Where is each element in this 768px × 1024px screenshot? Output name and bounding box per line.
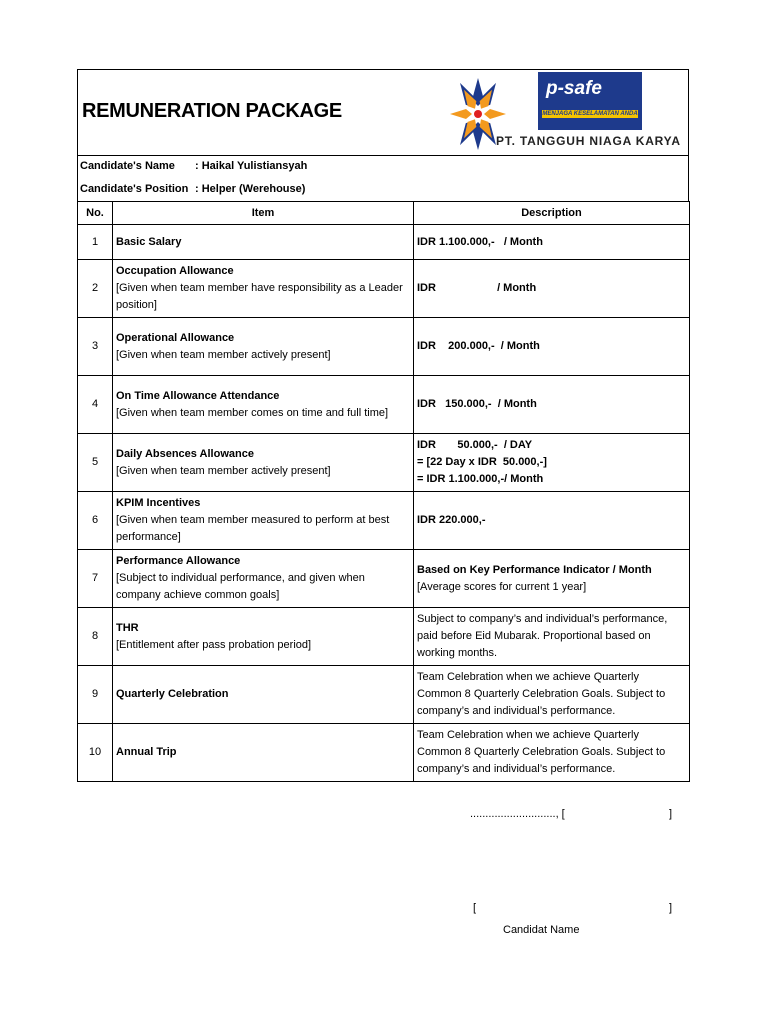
psafe-logo-tagline: MENJAGA KESELAMATAN ANDA [542, 111, 638, 117]
item-note: [Given when team member measured to perform at best performance] [116, 514, 390, 543]
item-title: Performance Allowance [116, 555, 241, 567]
table-row [78, 608, 690, 666]
candidate-name-value: : Haikal Yulistiansyah [195, 160, 308, 172]
row-number: 5 [78, 434, 113, 492]
candidate-name-row [80, 160, 307, 172]
item-cell [113, 608, 414, 666]
table-row [78, 724, 690, 782]
item-note: [Given when team member actively present] [116, 348, 331, 361]
item-note: [Given when team member actively present] [116, 464, 331, 477]
description-cell [414, 666, 690, 724]
table-row [78, 666, 690, 724]
candidate-position-label: Candidate's Position [80, 183, 189, 195]
description-amount: IDR 150.000,- / Month [417, 398, 537, 410]
place-date-text: ............................, [ [470, 808, 565, 820]
row-number: 7 [78, 550, 113, 608]
document-title: REMUNERATION PACKAGE [82, 100, 342, 122]
item-note: [Entitlement after pass probation period] [116, 638, 312, 651]
table-row [78, 434, 690, 492]
item-cell [113, 492, 414, 550]
description-cell [414, 225, 690, 260]
row-number: 10 [78, 724, 113, 782]
signature-close-bracket: ] [669, 902, 673, 914]
description-amount: Based on Key Performance Indicator / Month [417, 563, 652, 576]
table-header-row [78, 202, 690, 225]
item-title: Occupation Allowance [116, 265, 234, 277]
row-number: 3 [78, 318, 113, 376]
description-amount: = [22 Day x IDR 50.000,-] [417, 456, 547, 468]
table-row [78, 376, 690, 434]
candidate-info [77, 155, 689, 201]
company-name: PT. TANGGUH NIAGA KARYA [496, 134, 681, 148]
item-cell [113, 225, 414, 260]
description-cell [414, 492, 690, 550]
candidate-position-row [80, 183, 305, 195]
table-row [78, 550, 690, 608]
item-title: Daily Absences Allowance [116, 447, 254, 460]
psafe-logo [538, 72, 642, 130]
item-cell [113, 724, 414, 782]
description-amount: IDR 220.000,- [417, 514, 486, 526]
table-row [78, 492, 690, 550]
item-note: [Subject to individual performance, and given when company achieve common goals] [116, 572, 365, 601]
candidate-name-label: Candidate's Name [80, 160, 175, 172]
item-cell [113, 434, 414, 492]
description-text: Team Celebration when we achieve Quarterly Common 8 Quarterly Celebration Goals. Subject to company’s and individual’s performance. [417, 671, 666, 717]
item-cell [113, 260, 414, 318]
item-title: Annual Trip [116, 746, 177, 758]
row-number: 9 [78, 666, 113, 724]
row-number: 8 [78, 608, 113, 666]
signature-caption: Candidat Name [503, 924, 580, 936]
item-note: [Given when team member have responsibility as a Leader position] [116, 282, 403, 311]
place-date-close: ] [669, 808, 673, 820]
item-title: Operational Allowance [116, 331, 235, 344]
candidate-position-value: : Helper (Werehouse) [195, 183, 306, 195]
description-cell [414, 260, 690, 318]
item-cell [113, 666, 414, 724]
item-cell [113, 318, 414, 376]
table-row [78, 260, 690, 318]
description-amount: IDR 1.100.000,- / Month [417, 235, 543, 248]
column-header-item: Item [113, 202, 414, 225]
table-row [78, 225, 690, 260]
description-cell [414, 724, 690, 782]
description-cell [414, 376, 690, 434]
description-cell [414, 608, 690, 666]
description-text: Team Celebration when we achieve Quarterly Common 8 Quarterly Celebration Goals. Subject to company’s and individual’s performance. [417, 729, 666, 775]
row-number: 1 [78, 225, 113, 260]
row-number: 4 [78, 376, 113, 434]
row-number: 6 [78, 492, 113, 550]
item-title: Quarterly Celebration [116, 688, 229, 700]
description-amount: IDR / Month [417, 282, 537, 294]
item-cell [113, 550, 414, 608]
table-row [78, 318, 690, 376]
remuneration-table [77, 201, 690, 782]
description-text: [Average scores for current 1 year] [417, 580, 587, 593]
row-number: 2 [78, 260, 113, 318]
psafe-logo-brand: p-safe [546, 78, 602, 99]
description-text: Subject to company’s and individual’s performance, paid before Eid Mubarak. Proportional based on working months. [417, 613, 668, 659]
place-date-line [470, 808, 565, 820]
item-title: THR [116, 621, 139, 634]
item-note: [Given when team member comes on time and full time] [116, 406, 389, 419]
column-header-no: No. [78, 202, 113, 225]
column-header-description: Description [414, 202, 690, 225]
description-cell [414, 550, 690, 608]
item-title: Basic Salary [116, 235, 182, 248]
description-amount: IDR 200.000,- / Month [417, 340, 540, 352]
signature-open-bracket: [ [473, 902, 477, 914]
item-title: KPIM Incentives [116, 497, 201, 509]
document-header [77, 69, 689, 155]
description-cell [414, 318, 690, 376]
description-amount: IDR 50.000,- / DAY [417, 439, 533, 451]
description-cell [414, 434, 690, 492]
item-title: On Time Allowance Attendance [116, 389, 280, 402]
remuneration-document [77, 69, 689, 782]
item-cell [113, 376, 414, 434]
description-amount: = IDR 1.100.000,-/ Month [417, 473, 544, 485]
